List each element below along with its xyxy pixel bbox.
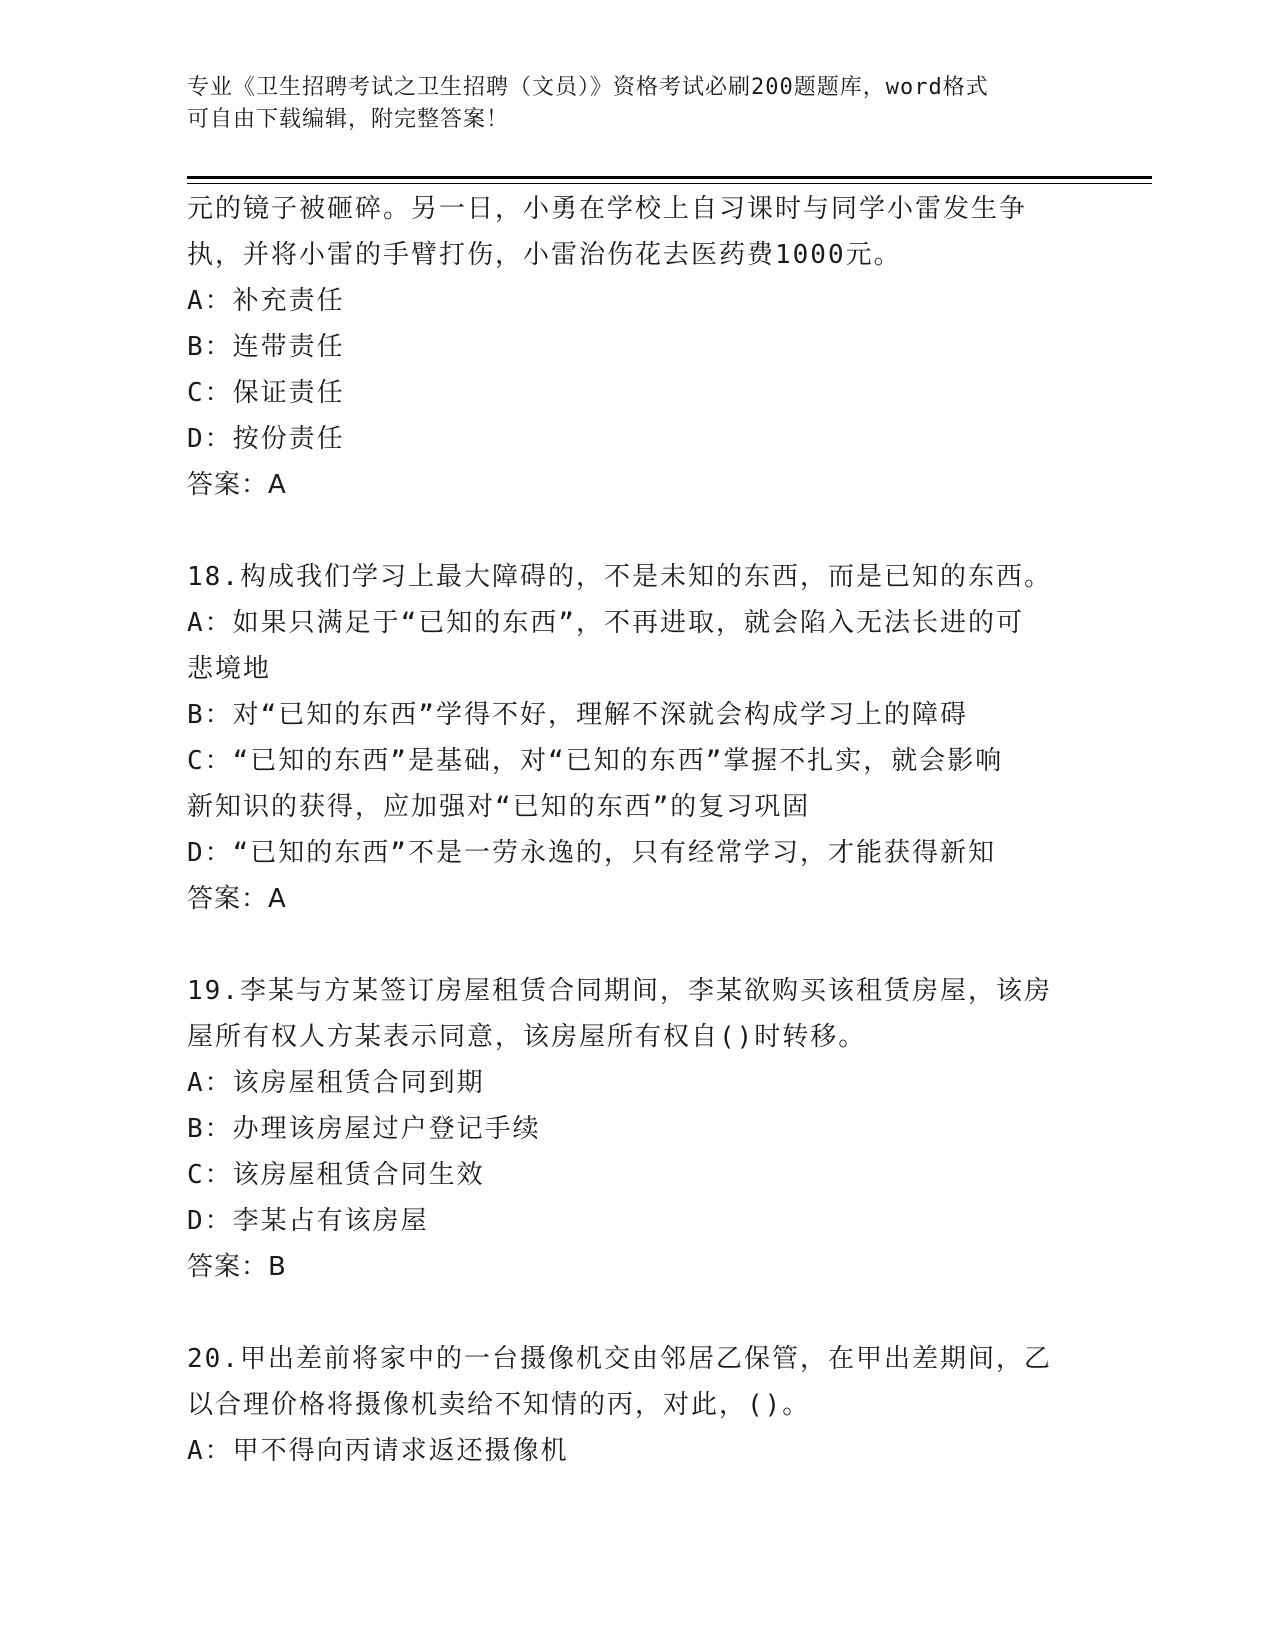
question-stem: 19.李某与方某签订房屋租赁合同期间，李某欲购买该租赁房屋，该房 bbox=[187, 976, 1052, 1006]
option-b: B：连带责任 bbox=[187, 332, 345, 362]
header-divider-thin bbox=[187, 183, 1152, 184]
question-stem-continued: 屋所有权人方某表示同意，该房屋所有权自()时转移。 bbox=[187, 1022, 867, 1052]
option-c: C：保证责任 bbox=[187, 378, 345, 408]
spacer bbox=[187, 1290, 1087, 1336]
question-20 bbox=[187, 1336, 1087, 1474]
option-a-continued: 悲境地 bbox=[187, 654, 272, 684]
header-divider-thick bbox=[187, 176, 1152, 179]
option-c: C：该房屋租赁合同生效 bbox=[187, 1160, 485, 1190]
question-19 bbox=[187, 968, 1087, 1290]
question-stem: 20.甲出差前将家中的一台摄像机交由邻居乙保管，在甲出差期间，乙 bbox=[187, 1344, 1052, 1374]
option-d: D：“已知的东西”不是一劳永逸的，只有经常学习，才能获得新知 bbox=[187, 838, 996, 868]
option-c: C：“已知的东西”是基础，对“已知的东西”掌握不扎实，就会影响 bbox=[187, 746, 1004, 776]
option-d: D：按份责任 bbox=[187, 424, 345, 454]
question-text-line: 执，并将小雷的手臂打伤，小雷治伤花去医药费1000元。 bbox=[187, 240, 902, 270]
page-header bbox=[187, 72, 1067, 136]
answer-line: 答案：A bbox=[187, 884, 287, 914]
option-c-continued: 新知识的获得，应加强对“已知的东西”的复习巩固 bbox=[187, 792, 811, 822]
option-d: D：李某占有该房屋 bbox=[187, 1206, 429, 1236]
question-stem: 18.构成我们学习上最大障碍的，不是未知的东西，而是已知的东西。 bbox=[187, 562, 1052, 592]
option-b: B：办理该房屋过户登记手续 bbox=[187, 1114, 541, 1144]
spacer bbox=[187, 922, 1087, 968]
header-line-2: 可自由下载编辑，附完整答案！ bbox=[187, 107, 510, 132]
option-b: B：对“已知的东西”学得不好，理解不深就会构成学习上的障碍 bbox=[187, 700, 968, 730]
question-stem-continued: 以合理价格将摄像机卖给不知情的丙，对此，()。 bbox=[187, 1390, 811, 1420]
option-a: A：该房屋租赁合同到期 bbox=[187, 1068, 485, 1098]
spacer bbox=[187, 508, 1087, 554]
question-18 bbox=[187, 554, 1087, 922]
option-a: A：补充责任 bbox=[187, 286, 345, 316]
question-content bbox=[187, 186, 1087, 1474]
answer-line: 答案：B bbox=[187, 1252, 287, 1282]
question-17-continued bbox=[187, 186, 1087, 508]
option-a: A：如果只满足于“已知的东西”，不再进取，就会陷入无法长进的可 bbox=[187, 608, 1024, 638]
question-text-line: 元的镜子被砸碎。另一日，小勇在学校上自习课时与同学小雷发生争 bbox=[187, 194, 1028, 224]
header-line-1: 专业《卫生招聘考试之卫生招聘（文员）》资格考试必刷200题题库，word格式 bbox=[187, 75, 989, 100]
option-a: A：甲不得向丙请求返还摄像机 bbox=[187, 1436, 569, 1466]
answer-line: 答案：A bbox=[187, 470, 287, 500]
